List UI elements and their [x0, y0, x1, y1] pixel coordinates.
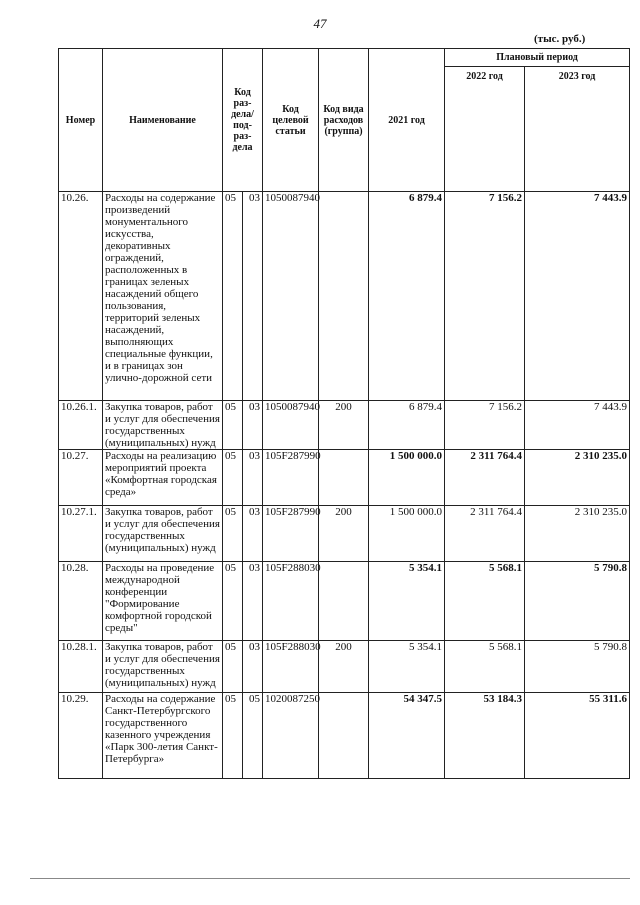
row-amount-2022: 5 568.1 — [445, 562, 525, 641]
row-target-code: 105F288030 — [263, 562, 319, 641]
row-name: Расходы на проведение международной конференции "Формирование комфортной городской среды" — [103, 562, 223, 641]
row-number: 10.29. — [59, 693, 103, 779]
row-name: Расходы на содержание Санкт-Петербургского государственного казенного учреждения «Парк 300-летия Санкт-Петербурга» — [103, 693, 223, 779]
row-amount-2022: 5 568.1 — [445, 641, 525, 693]
row-subsection-code: 03 — [243, 562, 263, 641]
row-expense-type — [319, 562, 369, 641]
row-number: 10.26. — [59, 192, 103, 401]
table-row — [59, 693, 630, 779]
row-name: Закупка товаров, работ и услуг для обеспечения государственных (муниципальных) нужд — [103, 506, 223, 562]
row-name: Расходы на содержание произведений монументального искусства, декоративных ограждений, расположенных в границах зеленых насаждений общего пользования, территорий зеленых насаждений, выполняющих специальные функции, и в границах зон улично-дорожной сети — [103, 192, 223, 401]
row-section-code: 05 — [223, 450, 243, 506]
row-target-code: 105F287990 — [263, 450, 319, 506]
row-amount-2021: 1 500 000.0 — [369, 450, 445, 506]
header-expense-type: Код вида расходов (группа) — [319, 49, 369, 192]
row-subsection-code: 03 — [243, 506, 263, 562]
header-planned-period: Плановый период — [445, 49, 630, 67]
row-section-code: 05 — [223, 401, 243, 450]
header-name: Наименование — [103, 49, 223, 192]
table-row — [59, 641, 630, 693]
row-number: 10.27. — [59, 450, 103, 506]
row-target-code: 1050087940 — [263, 401, 319, 450]
row-subsection-code: 03 — [243, 401, 263, 450]
row-amount-2023: 2 310 235.0 — [525, 450, 630, 506]
row-expense-type: 200 — [319, 641, 369, 693]
budget-table — [58, 48, 630, 779]
header-number: Номер — [59, 49, 103, 192]
row-amount-2023: 7 443.9 — [525, 401, 630, 450]
table-row — [59, 401, 630, 450]
row-target-code: 1020087250 — [263, 693, 319, 779]
row-expense-type — [319, 693, 369, 779]
row-subsection-code: 03 — [243, 192, 263, 401]
header-2022: 2022 год — [445, 67, 525, 192]
row-amount-2023: 2 310 235.0 — [525, 506, 630, 562]
row-amount-2021: 6 879.4 — [369, 192, 445, 401]
row-number: 10.28. — [59, 562, 103, 641]
row-target-code: 105F288030 — [263, 641, 319, 693]
row-target-code: 105F287990 — [263, 506, 319, 562]
row-expense-type: 200 — [319, 401, 369, 450]
table-row — [59, 450, 630, 506]
row-subsection-code: 03 — [243, 641, 263, 693]
header-2021: 2021 год — [369, 49, 445, 192]
row-amount-2022: 53 184.3 — [445, 693, 525, 779]
header-2023: 2023 год — [525, 67, 630, 192]
table-row — [59, 506, 630, 562]
row-target-code: 1050087940 — [263, 192, 319, 401]
header-target-code: Код целевой статьи — [263, 49, 319, 192]
row-number: 10.26.1. — [59, 401, 103, 450]
table-row — [59, 562, 630, 641]
row-name: Закупка товаров, работ и услуг для обеспечения государственных (муниципальных) нужд — [103, 401, 223, 450]
row-amount-2022: 7 156.2 — [445, 401, 525, 450]
row-expense-type — [319, 192, 369, 401]
row-amount-2021: 5 354.1 — [369, 641, 445, 693]
row-amount-2023: 7 443.9 — [525, 192, 630, 401]
row-section-code: 05 — [223, 192, 243, 401]
row-subsection-code: 03 — [243, 450, 263, 506]
table-row — [59, 192, 630, 401]
row-section-code: 05 — [223, 506, 243, 562]
row-section-code: 05 — [223, 562, 243, 641]
row-amount-2021: 5 354.1 — [369, 562, 445, 641]
row-amount-2021: 6 879.4 — [369, 401, 445, 450]
row-expense-type — [319, 450, 369, 506]
row-section-code: 05 — [223, 641, 243, 693]
row-amount-2023: 5 790.8 — [525, 562, 630, 641]
row-amount-2022: 2 311 764.4 — [445, 450, 525, 506]
page-number: 47 — [313, 16, 327, 31]
row-amount-2021: 1 500 000.0 — [369, 506, 445, 562]
row-section-code: 05 — [223, 693, 243, 779]
row-subsection-code: 05 — [243, 693, 263, 779]
row-number: 10.28.1. — [59, 641, 103, 693]
scan-edge-line — [30, 878, 630, 879]
row-amount-2023: 55 311.6 — [525, 693, 630, 779]
row-number: 10.27.1. — [59, 506, 103, 562]
row-expense-type: 200 — [319, 506, 369, 562]
row-name: Закупка товаров, работ и услуг для обеспечения государственных (муниципальных) нужд — [103, 641, 223, 693]
header-section-code: Код раз-дела/ под-раз-дела — [223, 49, 263, 192]
row-amount-2022: 2 311 764.4 — [445, 506, 525, 562]
row-name: Расходы на реализацию мероприятий проекта «Комфортная городская среда» — [103, 450, 223, 506]
units-label: (тыс. руб.) — [534, 33, 586, 45]
row-amount-2022: 7 156.2 — [445, 192, 525, 401]
row-amount-2021: 54 347.5 — [369, 693, 445, 779]
row-amount-2023: 5 790.8 — [525, 641, 630, 693]
